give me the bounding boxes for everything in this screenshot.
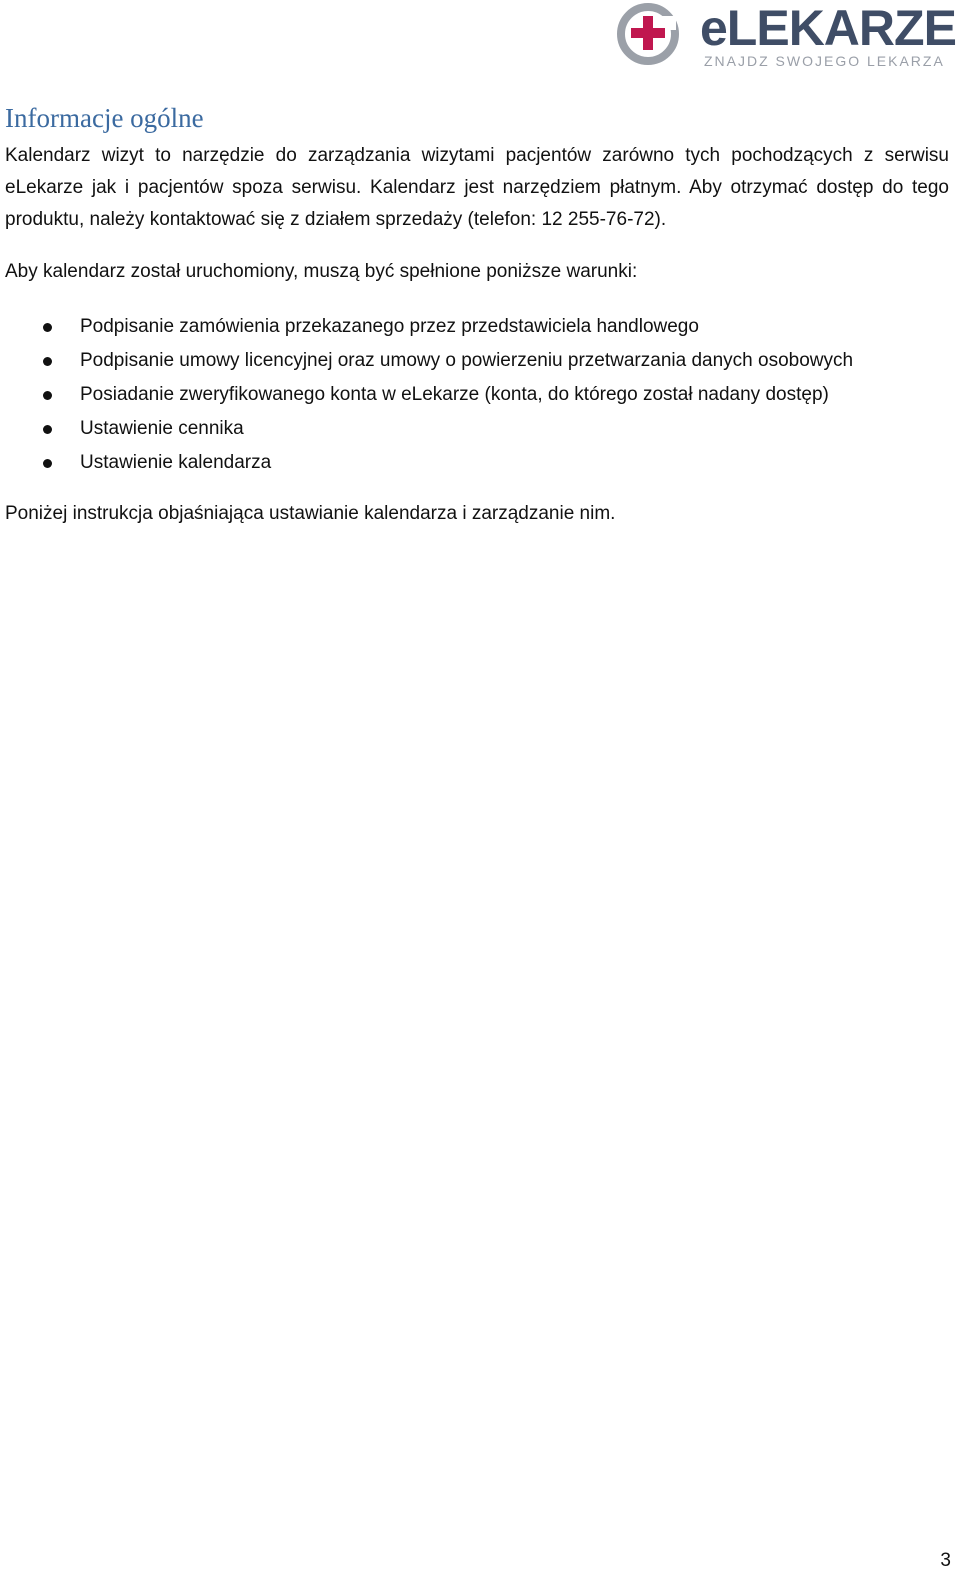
logo-tagline: ZNAJDZ SWOJEGO LEKARZA bbox=[704, 53, 945, 69]
bullet-icon bbox=[43, 425, 52, 434]
bullet-icon bbox=[43, 323, 52, 332]
requirement-text: Podpisanie umowy licencyjnej oraz umowy o powierzeniu przetwarzania danych osobowych bbox=[80, 350, 854, 371]
requirement-item bbox=[0, 345, 853, 379]
intro-paragraph: Kalendarz wizyt to narzędzie do zarządzania wizytami pacjentów zarówno tych pochodzących z serwisu eLekarze jak i pacjentów spoza serwisu. Kalendarz jest narzędziem płatnym. Aby otrzymać dostęp do tego produktu, należy kontaktować się z działem sprzedaży (telefon: 12 255-76-72). bbox=[5, 145, 949, 230]
requirement-text: Ustawienie kalendarza bbox=[80, 452, 272, 473]
requirement-item bbox=[0, 413, 853, 447]
instructions-note: Poniżej instrukcja objaśniająca ustawianie kalendarza i zarządzanie nim. bbox=[5, 503, 616, 524]
logo-wordmark: eLEKARZE bbox=[700, 0, 956, 56]
bullet-icon bbox=[43, 357, 52, 366]
bullet-icon bbox=[43, 459, 52, 468]
requirement-text: Posiadanie zweryfikowanego konta w eLekarze (konta, do którego został nadany dostęp) bbox=[80, 384, 829, 405]
page-number: 3 bbox=[940, 1550, 951, 1571]
requirements-lead: Aby kalendarz został uruchomiony, muszą być spełnione poniższe warunki: bbox=[5, 261, 638, 282]
elekarze-logo bbox=[608, 0, 956, 72]
elekarze-logo-icon bbox=[616, 2, 680, 66]
requirement-item bbox=[0, 447, 853, 481]
requirements-list bbox=[0, 311, 853, 481]
requirement-text: Podpisanie zamówienia przekazanego przez przedstawiciela handlowego bbox=[80, 316, 699, 337]
bullet-icon bbox=[43, 391, 52, 400]
requirement-text: Ustawienie cennika bbox=[80, 418, 244, 439]
section-heading: Informacje ogólne bbox=[5, 103, 204, 133]
requirement-item bbox=[0, 311, 853, 345]
requirement-item bbox=[0, 379, 853, 413]
